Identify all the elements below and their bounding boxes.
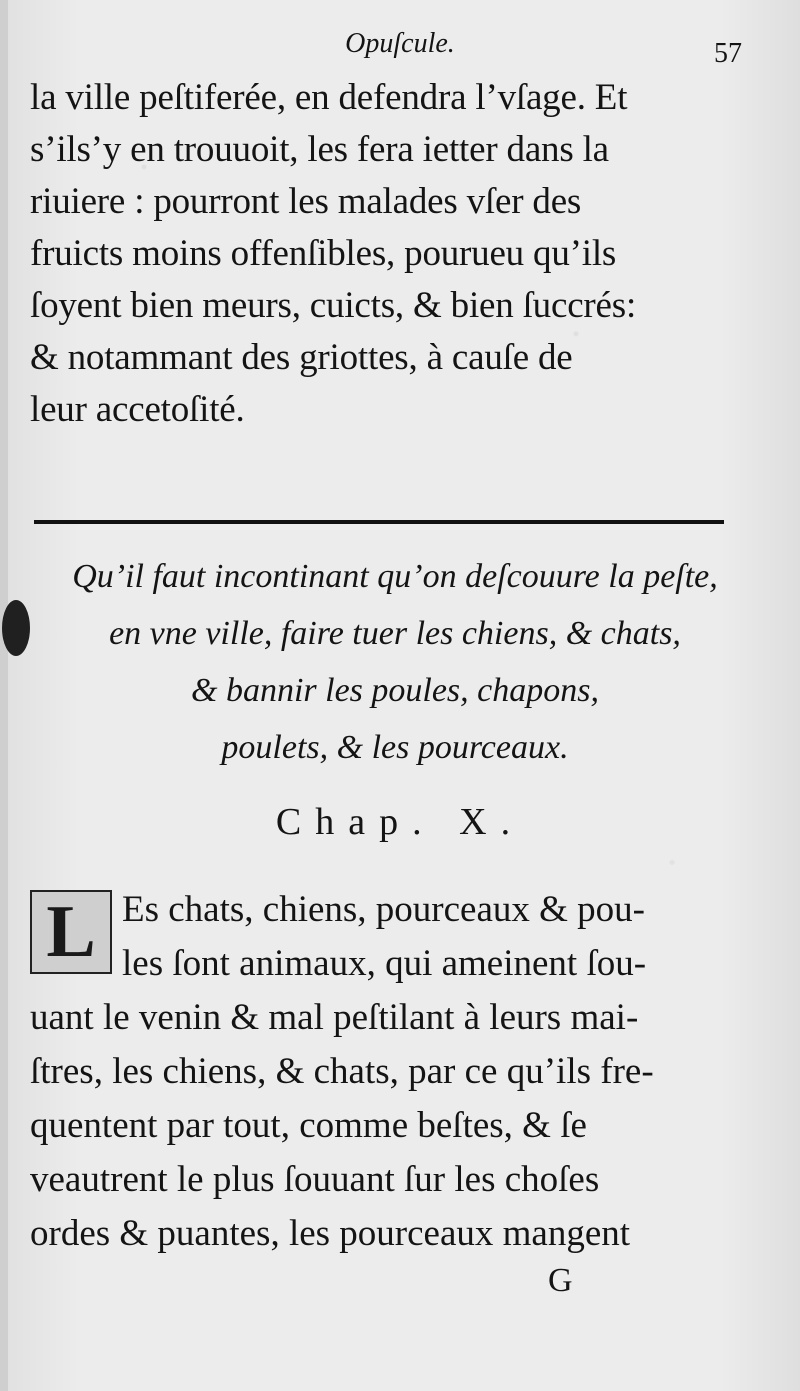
chapter-line: uant le venin & mal peſtilant à leurs mai- bbox=[30, 997, 639, 1038]
body-line: s’ils’y en trouuoit, les fera ietter dans la bbox=[30, 129, 609, 170]
chapter-line: ſtres, les chiens, & chats, par ce qu’ils fre- bbox=[30, 1051, 654, 1092]
body-line: la ville peſtiferée, en defendra l’vſage. Et bbox=[30, 77, 628, 118]
body-line: riuiere : pourront les malades vſer des bbox=[30, 181, 582, 222]
body-text bbox=[30, 72, 730, 436]
section-heading bbox=[60, 548, 730, 776]
chapter-body bbox=[30, 883, 730, 1261]
running-head: Opuſcule. bbox=[345, 28, 455, 59]
chapter-line: Es chats, chiens, pourceaux & pou- bbox=[122, 889, 645, 930]
section-heading-line: poulets, & les pourceaux. bbox=[221, 729, 569, 766]
body-line: ſoyent bien meurs, cuicts, & bien ſuccrés: bbox=[30, 285, 637, 326]
drop-cap-letter: L bbox=[46, 891, 96, 973]
ink-blot bbox=[2, 600, 30, 656]
chapter-line: ordes & puantes, les pourceaux mangent bbox=[30, 1213, 631, 1254]
chapter-line: les ſont animaux, qui ameinent ſou- bbox=[122, 943, 647, 984]
chapter-line: veautrent le plus ſouuant ſur les choſes bbox=[30, 1159, 600, 1200]
page-number: 57 bbox=[714, 38, 742, 69]
section-heading-line: en vne ville, faire tuer les chiens, & chats, bbox=[109, 615, 681, 652]
body-line: leur accetoſité. bbox=[30, 389, 245, 430]
chapter-line: quentent par tout, comme beſtes, & ſe bbox=[30, 1105, 587, 1146]
section-rule bbox=[34, 520, 724, 524]
body-line: fruicts moins offenſibles, pourueu qu’ils bbox=[30, 233, 617, 274]
signature-mark: G bbox=[548, 1262, 573, 1299]
section-heading-line: & bannir les poules, chapons, bbox=[191, 672, 599, 709]
page-left-margin bbox=[0, 0, 8, 1391]
section-heading-line: Qu’il faut incontinant qu’on deſcouure la peſte, bbox=[72, 558, 718, 595]
chapter-title: Chap. X. bbox=[275, 801, 525, 843]
body-line: & notammant des griottes, à cauſe de bbox=[30, 337, 573, 378]
